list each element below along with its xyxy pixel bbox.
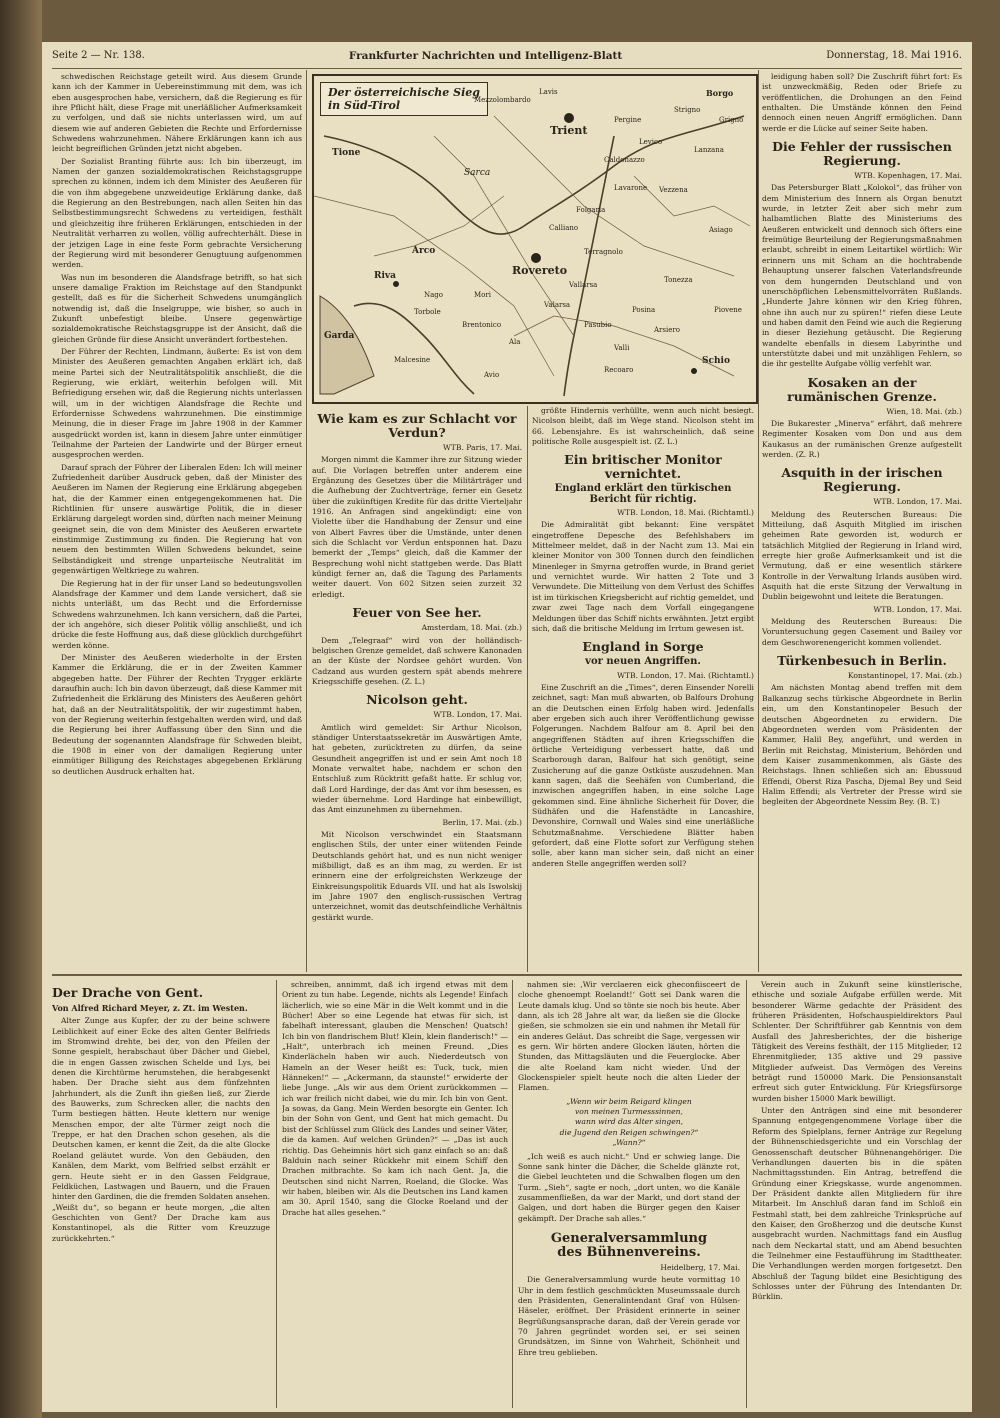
map-label-arco: Arco — [412, 246, 436, 256]
map-label-vezzena: Vezzena — [659, 186, 688, 194]
map-label-lavis: Lavis — [539, 88, 558, 96]
paragraph: Die Bukarester „Minerva“ erfährt, daß mehrere Regimenter Kosaken vom Don und aus dem Kaukasus an der rumänischen Grenze aufgestellt werden. (Z. R.) — [762, 418, 962, 459]
headline-england-sorge: England in Sorge — [582, 639, 704, 655]
dateline: WTB. Paris, 17. Mai. — [443, 443, 522, 452]
city-marker — [531, 253, 541, 263]
dateline: WTB. London, 17. Mai. — [873, 604, 962, 614]
map-label-ala: Ala — [509, 338, 521, 346]
map-label-mori: Mori — [474, 291, 491, 299]
dateline: WTB. London, 17. Mai. (Richtamtl.) — [617, 670, 754, 680]
header-newspaper-title: Frankfurter Nachrichten und Intelligenz-Blatt — [348, 50, 623, 62]
column-rule — [306, 70, 307, 972]
map-label-tione: Tione — [332, 148, 361, 158]
paragraph: Der Minister des Aeußeren wiederholte in der Ersten Kammer die Erklärung, die er in der Zweiten Kammer abgegeben hatte. Der Führer der Rechten Trygger erklärte daraufhin auch: Ich bin davon überzeugt, daß diese Kammer mit Zufriedenheit die Erklärung des Ministers des Aeußeren gehört hat, daß an der Neutralitätspolitik, der wir zugestimmt haben, von der Regierung weiterhin festgehalten werden wird, und daß die Regierung bei ihrer Auffassung über den Sinn und die Bedeutung der sogenannten Alandsfrage für Schweden bleibt, die 1908 in einer von der damaligen Regierung unter einmütiger Billigung des Reichstages abgegebenen Erklärung so deutlichen Ausdruck erhalten hat. — [52, 652, 302, 776]
column-rule — [527, 406, 528, 972]
column-rule — [276, 980, 277, 1408]
feuilleton-col-1 — [52, 980, 270, 1408]
paragraph: Meldung des Reuterschen Bureaus: Die Voruntersuchung gegen Casement und Bailey vor dem Geschworenengericht kommen vollendet. — [762, 617, 962, 647]
map-label-caldonazzo: Caldonazzo — [604, 156, 645, 164]
paragraph: Das Petersburger Blatt „Kolokol“, das früher von dem Ministerium des Innern als Organ benutzt wurde, in letzter Zeit aber sich mehr zum halbamtlichen Blatte des Ministeriums des Aeußeren entwickelt und dennoch sich öfters eine freimütige Beurteilung der Regierungsmaßnahmen erlaubt, schreibt in einem Leitartikel wörtlich: Wir erinnern uns mit Scham an die hochtrabende Behauptung unserer falschen Vaterlandsfreunde von dem hungernden Deutschland und von unerschöpflichen Lebensmittelvorräten Rußlands. „Hunderte Jahre können wir den Krieg führen, ohne ihn auch nur zu spüren!“ riefen diese Leute und haben damit den Feind wie auch die Regierung in dieser Beziehung getäuscht. Die Regierung wandelte ebenfalls in diesem Labyrinthe und unterstützte dabei und mit unzähligen Fehlern, so die ihr gestellte Aufgabe völlig verfehlt war. — [762, 183, 962, 369]
map-front-line — [324, 116, 744, 234]
map-label-recoaro: Recoaro — [604, 366, 634, 374]
map-label-malcesine: Malcesine — [394, 356, 431, 364]
map-drawing — [314, 76, 752, 398]
paragraph: Meldung des Reuterschen Bureaus: Die Mitteilung, daß Asquith Mitglied im irischen geheimen Rate geworden ist, wodurch er tatsächlich Mitglied der Regierung in Irland wird, erregte hier große Aufmerksamkeit und ist die Vermutung, daß er eine wesentlich stärkere Kontrolle in der Verwaltung Irlands ausüben wird. Asquith hat die erste Sitzung der Verwaltung in Dublin beigewohnt und leitete die Beratungen. — [762, 509, 962, 602]
map-label-calliano: Calliano — [549, 224, 579, 232]
paragraph: leidigung haben soll? Die Zuschrift führt fort: Es ist unzweckmäßig, Reden oder Briefe zu veröffentlichen, die Drohungen an den Feind enthalten. Die Umstände können den Feind dennoch einen neuen Angriff ermöglichen. Dann werde er die Lücke auf seiner Seite haben. — [762, 72, 962, 133]
map-label-asiago: Asiago — [709, 226, 733, 234]
map-label-strigno: Strigno — [674, 106, 701, 114]
map-label-piovene: Piovene — [714, 306, 742, 314]
map-label-brentonico: Brentonico — [462, 321, 502, 329]
header-date: Donnerstag, 18. Mai 1916. — [826, 50, 962, 61]
map-label-valarsa: Valarsa — [544, 301, 571, 309]
paragraph: schreiben, annimmt, daß ich irgend etwas mit dem Orient zu tun habe. Legende, nichts als Legende! Einfach lächerlich, wie so eine Mär in die Welt kommt und in die Bücher! Aber so eine Legende hat etwas für sich, ist fabelhaft interessant, glauben die Menschen! Quatsch! Ich bin von flandrischem Blut! Klein, klein flanderisch!“ — „Halt“, unterbrach ich meinen Freund. „Dies Kinderlächeln haben wir auch. Niederdeutsch von Hameln an der Weser heißt es: Tuck, tuck, mien Hänneken!“ — „Ackermann, da staunste!“ erwiderte der liebe Junge. „Als wir aus dem Orient zurückkommen — ich war freilich nicht dabei, wie du mir. Ich bin von Gent. Ja sowas, da Gang. Mein Werden besorgte ein Genter. Ich bin der Sohn von Gent, und Gent hat mich gemacht. Du bist der Schlüssel zum Glück des Landes und seiner Väter, die da kamen. Auf welchen Gründen?“ — „Das ist auch richtig. Das Geheimnis hört sich ganz einfach so an: daß Balduin nach seiner Rückkehr mit einem Schiff den Drachen mitbrachte. So kam ich nach Gent. Ja, die Deutschen sind nicht Narren, Roeland, die Glocke. Was wir haben, bleiben wir. Als die Deutschen ins Land kamen am 30. April 1540, sang die Glocke Roeland und der Drache hat alles gesehen.“ — [282, 980, 508, 1217]
map-label-mezzolombardo: Mezzolombardo — [474, 96, 531, 104]
paragraph: Die Admiralität gibt bekannt: Eine verspätet eingetroffene Depesche des Befehlshabers im Mittelmeer meldet, daß in der Nacht zum 13. Mai ein kleiner Monitor von 300 Tonnen durch den feindlichen Minenleger in Smyrna getroffen wurde, in Brand geriet und vernichtet wurde. Wir hatten 2 Tote und 3 Verwundete. Die Mitteilung von dem Verlust des Schiffes ist im türkischen Kriegsbericht auf richtig gemeldet, und zwar zwei Tage nach dem Vorfall eingegangene Meldungen über das Schiff nichts erwähnten. Jetzt ergibt sich, daß die britische Meldung im Irrtum gewesen ist. — [532, 520, 754, 633]
map-label-levico: Levico — [639, 138, 663, 146]
headline-tuerkenbesuch: Türkenbesuch in Berlin. — [777, 653, 947, 669]
paragraph: Dem „Telegraaf“ wird von der holländisch-belgischen Grenze gemeldet, daß schwere Kanonaden an der Küste der Nordsee gehört wurden. Von Cadzand aus wurden gestern spät abends mehrere Kriegsschiffe gesehen. (Z. L.) — [312, 635, 522, 686]
newspaper-page — [42, 42, 972, 1412]
map-label-rovereto: Rovereto — [512, 264, 568, 277]
headline-feuer: Feuer von See her. — [352, 605, 482, 621]
column-middle-left — [312, 406, 522, 970]
map-label-valli: Valli — [614, 344, 630, 352]
headline-drache: Der Drache von Gent. — [52, 985, 204, 1000]
column-rule — [512, 980, 513, 1408]
map-label-lavarone: Lavarone — [614, 184, 648, 192]
headline-monitor: Ein britischer Monitor vernichtet. — [564, 452, 722, 482]
column-right — [762, 72, 962, 970]
dateline: WTB. London, 17. Mai. — [873, 497, 962, 507]
dateline: WTB. Kopenhagen, 17. Mai. — [854, 171, 962, 181]
headline-generalversammlung: Generalversammlung des Bühnenvereins. — [550, 1230, 708, 1260]
map-label-avio: Avio — [484, 371, 500, 379]
map-label-schio: Schio — [702, 356, 730, 366]
page-binding-edge — [0, 0, 42, 1418]
column-rule — [746, 980, 747, 1408]
map-label-nago: Nago — [424, 291, 443, 299]
map-label-trient: Trient — [550, 124, 588, 137]
headline-nicolson: Nicolson geht. — [366, 692, 468, 708]
map-label-folgaria: Folgaria — [576, 206, 606, 214]
map-label-pergine: Pergine — [614, 116, 642, 124]
paragraph: nahmen sie: ‚Wir verclaeren eick gheconfiisceert de cloche ghenoempt Roelandt!‘ Gott sei Dank waren die Leute damals klug. Und so tönte sie noch bis heute. Aber dann, als ich 28 Jahre alt war, da ließen sie die Glocke gießen, sie schmolzen sie ein und nahmen ihr Metall für ein anderes Geläut. Das schreibt die Sage, vergessen wir es gern. Wir hörten andere Glocken läuten, hörten die Stunden, das Mittagsläuten und die Feuerglocke. Aber die alte Roeland kam nicht wieder. Und der Glockenspieler spielt heute noch die alten Lieder der Flamen. — [518, 980, 740, 1093]
map-label-posina: Posina — [632, 306, 656, 314]
feuilleton-col-4 — [752, 980, 962, 1408]
subheadline-england-sorge: vor neuen Angriffen. — [585, 656, 701, 668]
paragraph: Eine Zuschrift an die „Times“, deren Einsender Norelli zeichnet, sagt: Man muß abwarten, ob Balfours Drohung an die Deutschen einen Erfolg haben wird. Jedenfalls aber ergeben sich auch ihrer Veröffentlichung gewisse Folgerungen. Nachdem Balfour am 8. April bei den angegriffenen Städten auf ihren Kriegsschiffen die örtliche Verteidigung verbessert hatte, daß und Scarborough daran, Balfour hat sich genötigt, seine Zusicherung auf die ganze Ostküste auszudehnen. Man kann sagen, daß die Seehäfen von Cumberland, die inzwischen angegriffen haben, in eine solche Lage gekommen sind. Eine ähnliche Sicherheit für Dover, die Südhäfen und die Hafenstädte in Lancashire, Devonshire, Cornwall und Wales sind eine unerläßliche Schutzmaßnahme. Verschiedene Blätter haben gefordert, daß eine Flotte sofort zur Verfügung stehen solle, aber kann man sicher sein, daß nicht an einer anderen Stelle angegriffen werden soll? — [532, 682, 754, 868]
paragraph: größte Hindernis verhüllte, wenn auch nicht besiegt. Nicolson bleibt, daß im Wege stand. Nicolson steht im 66. Lebensjahre. Es ist wahrscheinlich, daß seine politische Rolle ausgespielt ist. (Z. L.) — [532, 406, 754, 447]
map-label-vallarsa: Vallarsa — [569, 281, 598, 289]
paragraph: Alter Zunge aus Kupfer, der zu der beine schwere Leiblichkeit auf einer Ecke des alten Genter Belfrieds im Stromwind drehte, bei der, von den Pfeilen der Sonne gespielt, herabschaut über Dächer und Giebel, die in engen Gassen zwischen Schelde und Lys, bei denen die Kirchtürme herumstehen, die herabgesenkt haben. Der Drache sieht aus dem fünfzehnten Jahrhundert, als die Zunft ihn gießen ließ, zur Zierde des Bauwerks, zum Schrecken aller, die nachts den Turm bestiegen hätten. Heute klettern nur wenige Menschen empor, der alte Türmer zeigt noch die Treppe, er hat den Drachen schon gesehen, als die Deutschen kamen, er kennt die Zeit, da die alte Glocke Roeland geläutet wurde. Von den Gebäuden, den Kanälen, dem Markt, vom Belfried selbst erzählt er gern. Heute sieht er in den Gassen Feldgraue, Feldküchen, Lastwagen und Bauern, und die Frauen hinter den Gardinen, die die fremden Soldaten ansehen. „Weißt du“, so begann er heute morgen, „die alten Geschichten von Gent? Der Drache kam aus Konstantinopel, als die Ritter vom Kreuzzuge zurückkehrten.“ — [52, 1016, 270, 1243]
paragraph: Darauf sprach der Führer der Liberalen Eden: Ich will meiner Zufriedenheit darüber Ausdruck geben, daß der Minister des Aeußeren im Namen der Regierung eine Erklärung abgegeben hat, die der Kammer einen entgegengekommenen hat. Die Richtlinien für unsere auswärtige Politik, die in dieser Erklärung dargelegt worden sind, dürften nach meiner Meinung geeignet sein, die von dem Minister des Aeußeren erwartete einstimmige Zustimmung zu finden. Die Regierung hat von neuem den bestimmten Willen Schwedens bekundet, seine Selbständigkeit und strenge unparteiische Neutralität im gegenwärtigen Weltkriege zu wahren. — [52, 462, 302, 576]
dateline: Heidelberg, 17. Mai. — [660, 1262, 740, 1272]
city-marker — [564, 113, 574, 123]
feuilleton-divider — [52, 974, 962, 976]
map-label-terragnolo: Terragnolo — [584, 248, 623, 256]
byline: Von Alfred Richard Meyer, z. Zt. im Westen. — [52, 1003, 248, 1013]
poem: „Wenn wir beim Reigard klingen von meinen Turmesssinnen, wann wird das Alter singen, die Jugend den Reigen schwingen?“ „Wann?“ — [559, 1096, 699, 1148]
column-rule — [758, 70, 759, 972]
paragraph: Am nächsten Montag abend treffen mit dem Balkanzug sechs türkische Abgeordnete in Berlin ein, um den Konstantinopeler Besuch der deutschen Abgeordneten zu erwidern. Die Abgeordneten werden vom Präsidenten der Kammer, Halil Bey, angeführt, und werden in Berlin mit Reichstag, Ministerium, Behörden und dem Kaiser zusammenkommen, als Gäste des Reichstags. Ihnen schließen sich an: Ebussuud Effendi, Oberst Riza Pascha, Djemal Bey und Seid Halim Effendi; als Vertreter der Presse wird sie begleiten der Abgeordnete Nessim Bey. (B. T.) — [762, 683, 962, 807]
dateline: Amsterdam, 18. Mai. (zb.) — [421, 623, 522, 633]
paragraph: Was nun im besonderen die Alandsfrage betrifft, so hat sich unsere damalige Fraktion im Reichstage auf den Standpunkt gestellt, daß es für die Sicherheit Schwedens unumgänglich notwendig ist, daß die Inselgruppe, wie bisher, so auch in Zukunft unbefestigt bleibe. Unsere gegenwärtige sozialdemokratische Reichstagsgruppe ist der Ansicht, daß die gleichen Gründe für diese Ansicht unverändert fortbestehen. — [52, 272, 302, 344]
paragraph: schwedischen Reichstage geteilt wird. Aus diesem Grunde kann ich der Kammer in Uebereinstimmung mit dem, was ich eben ausgesprochen habe, versichern, daß die Regierung es für ihre Pflicht hält, diese Frage mit unerläßlicher Aufmerksamkeit zu verfolgen, und daß sie nichts unterlassen wird, um auf diesem wie auf anderen Gebieten die Rechte und Erfordernisse Schwedens wahrzunehmen. Nähere Erklärungen kann ich aus leicht begreiflichen Gründen jetzt nicht abgeben. — [52, 72, 302, 154]
headline-fehler: Die Fehler der russischen Regierung. — [772, 139, 952, 169]
map-label-riva: Riva — [374, 271, 396, 281]
map-label-tonezza: Tonezza — [664, 276, 693, 284]
subheadline-monitor: England erklärt den türkischen Bericht für richtig. — [554, 483, 732, 505]
map-south-tyrol — [312, 74, 758, 404]
column-middle-right — [532, 406, 754, 970]
paragraph: Der Sozialist Branting führte aus: Ich bin überzeugt, im Namen der ganzen sozialdemokratischen Reichstagsgruppe sprechen zu können, indem ich dem Minister des Aeußeren für die von ihm abgegebene unzweideutige Erklärung danke, daß die Regierung an den Bestrebungen, nach allen Seiten hin das Selbstbestimmungsrecht Schwedens zu verteidigen, festhält und gleichzeitig ihre früheren Erklärungen, entschieden in der Neutralität verharren zu wollen, völlig aufrechterhält. Diese in der jetzigen Lage in eine feste Form gebrachte Versicherung der Regierung wird mit besonderer Genugtuung aufgenommen werden. — [52, 156, 302, 270]
headline-verdun: Wie kam es zur Schlacht vor Verdun? — [317, 411, 517, 440]
page-header — [52, 50, 962, 69]
feuilleton-col-2 — [282, 980, 508, 1408]
map-river — [564, 136, 614, 396]
column-sweden-debate — [52, 72, 302, 970]
paragraph: Amtlich wird gemeldet: Sir Arthur Nicolson, ständiger Unterstaatssekretär im Auswärtigen Amte, hat gebeten, zurücktreten zu dürfen, da seine Gesundheit angegriffen ist und er sein Amt noch 18 Monate verwaltet habe, nachdem er schon den Entschluß zum Rücktritt gefaßt hatte. Er schlug vor, daß Lord Hardinge, der das Amt vor ihm besessen, es wieder übernehme. Lord Hardinge hat einbewilligt, das Amt einzunehmen zu übernehmen. — [312, 722, 522, 815]
map-label-torbole: Torbole — [414, 308, 441, 316]
paragraph: Verein auch in Zukunft seine künstlerische, ethische und soziale Aufgabe erfüllen werde. Mit besonderer Wärme gedachte der Präsident des früheren Präsidenten, Hofschauspieldirektors Paul Schlenter. Der Schriftführer gab Kenntnis von dem Ausfall des Jahresberichtes, der die bisherige Tätigkeit des Vereins festhält, der 115 Mitglieder, 12 Ehrenmitglieder, 135 aktive und 29 passive Mitglieder aufweist. Das Vermögen des Vereins beträgt rund 150000 Mark. Die Pensionsanstalt erfreut sich guter Entwicklung. Für Kriegsfürsorge wurden bisher 15000 Mark bewilligt. — [752, 980, 962, 1103]
dateline: Konstantinopel, 17. Mai. (zb.) — [847, 671, 962, 681]
map-label-garda: Garda — [324, 331, 355, 341]
dateline: Wien, 18. Mai. (zb.) — [886, 406, 962, 416]
paragraph: „Ich weiß es auch nicht.“ Und er schwieg lange. Die Sonne sank hinter die Dächer, die Schelde glänzte rot, die Giebel leuchteten und die Schwalben flogen um den Turm. „Sieh“, sagte er noch, „dort unten, wo die Kanäle zusammenfließen, da war der Markt, und dort stand der Galgen, und dort haben die Bürger gegen den Kaiser gekämpft. Der Drache sah alles.“ — [518, 1151, 740, 1223]
paragraph: Die Generalversammlung wurde heute vormittag 10 Uhr in dem festlich geschmückten Museumssaale durch den Präsidenten, Generalintendant Graf von Hülsen-Häseler, eröffnet. Der Präsident erinnerte in seiner Begrüßungsansprache daran, daß der Verein gerade vor 70 Jahren gegründet worden sei, er sei seinen Grundsätzen, im Sinne von Wahrheit, Schönheit und Ehre treu geblieben. — [518, 1275, 740, 1357]
map-lake-shore — [354, 303, 474, 394]
map-label-pasubio: Pasubio — [584, 321, 612, 329]
headline-kosaken: Kosaken an der rumänischen Grenze. — [787, 374, 937, 404]
dateline: WTB. London, 17. Mai. — [433, 710, 522, 720]
dateline: WTB. London, 18. Mai. (Richtamtl.) — [617, 508, 754, 518]
paragraph: Mit Nicolson verschwindet ein Staatsmann englischen Stils, der unter einer wütenden Feinde Deutschlands gehört hat, und es nun nicht weniger mißbilligt, daß es an ihm mag, zu werden. Er ist erinnern eine der erfolgreichsten Werkzeuge der Einkreisungspolitik Eduards VII. und hat als Iswolskij im Jahre 1907 den englisch-russischen Vertrag unterzeichnet, womit das deutschfeindliche Verhältnis gestärkt wurde. — [312, 830, 522, 922]
feuilleton-col-3 — [518, 980, 740, 1408]
map-label-borgo: Borgo — [706, 88, 734, 98]
map-label-arsiero: Arsiero — [654, 326, 680, 334]
headline-asquith: Asquith in der irischen Regierung. — [781, 465, 943, 495]
dateline: Berlin, 17. Mai. (zb.) — [442, 817, 522, 827]
lake-garda — [320, 296, 374, 394]
map-label-lanzana: Lanzana — [694, 146, 724, 154]
paragraph: Der Führer der Rechten, Lindmann, äußerte: Es ist von dem Minister des Aeußeren gemachten Angaben erklärt ich, daß meine Partei sich der Neutralitätspolitik anschließt, die die Regierung, wie erklärt, weiterhin befolgen will. Mit Befriedigung ersehen wir, daß die Regierung nichts unterlassen will, um in der wichtigen Alandsfrage die Rechte und Erfordernisse Schwedens wahrzunehmen. Die einstimmige Meinung, die in dieser Frage im Jahre 1908 in der Kammer ausgedrückt worden ist, kann in diesem Jahre unter einmütiger Teilnahme der Parteien der Landwirte und der Bürger erneut ausgesprochen werden. — [52, 346, 302, 460]
map-label-sarca: Sarca — [464, 168, 491, 178]
paragraph: Unter den Anträgen sind eine mit besonderer Spannung entgegengenommene Vorlage über die Reform des Spielplans, ferner Anträge zur Regelung der Bühnenschiedsgerichte und ein Vorschlag der Genossenschaft deutscher Bühnenangehöriger. Die Verhandlungen dauerten bis in die späten Nachmittagsstunden. Ein Antrag, betreffend die Gründung einer Kriegskasse, wurde angenommen. Der Präsident dankte allen Mitgliedern für ihre Mitarbeit. Im Anschluß daran fand im Schloß ein Festmahl statt, bei dem zahlreiche Trinksprüche auf den Kaiser, den Großherzog und die deutsche Kunst ausgebracht wurden. Nachmittags fand ein Ausflug nach dem Neckartal statt, und am Abend besuchten die Teilnehmer eine Festaufführung im Stadttheater. Die Verhandlungen werden morgen fortgesetzt. Den Abschluß der Tagung bildet eine Besichtigung des Schlosses unter der Führung des Intendanten Dr. Bürklin. — [752, 1106, 962, 1302]
paragraph: Die Regierung hat in der für unser Land so bedeutungsvollen Alandsfrage der Kammer und dem Lande versichert, daß sie nichts unterläßt, um das Recht und die Erfordernisse Schwedens wahrzunehmen. Ich kann versichern, daß die Partei, der ich angehöre, sich dieser Politik völlig anschließt, und ich drücke die feste Hoffnung aus, daß diese glücklich durchgeführt werden könne. — [52, 578, 302, 650]
header-page-number: Seite 2 — Nr. 138. — [52, 50, 145, 61]
map-title: Der österreichische Sieg in Süd-Tirol — [320, 82, 488, 116]
map-label-grigno: Grigno — [719, 116, 744, 124]
paragraph: Morgen nimmt die Kammer ihre zur Sitzung wieder auf. Die Vorlagen betreffen unter anderem eine Ergänzung des Gesetzes über die Militärträger und die Aufhebung der Zuchtverträge, ferner ein Gesetz über die zukünftigen Kredite für das dritte Vierteljahr 1916. An Anfragen sind angekündigt: eine von Violette über die Handhabung der Zensur und eine von Albert Favres über die Umstände, unter denen sich die Schlacht vor Verdun entsponnen hat. Dazu bemerkt der „Temps“ gleich, daß die Kammer der Besprechung wohl nicht stattgeben werde. Das Blatt kündigt ferner an, daß die Tagung des Parlaments weiter dauert. Von 602 Sitzen seien zurzeit 32 erledigt. — [312, 455, 522, 599]
